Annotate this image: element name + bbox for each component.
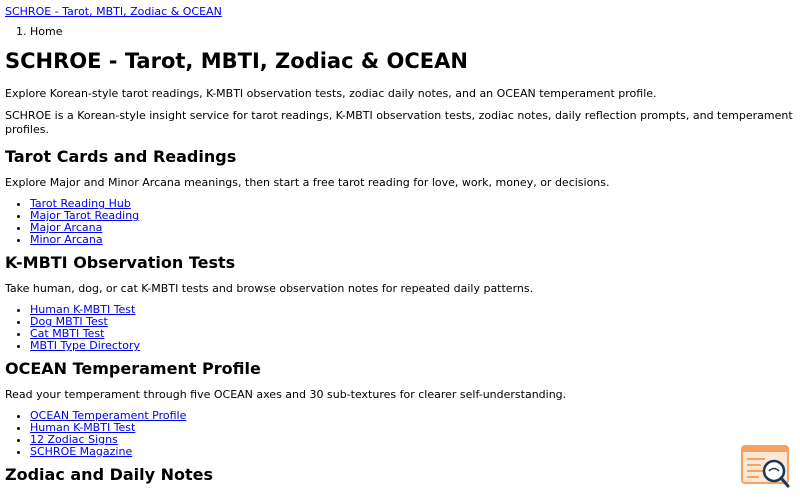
- intro-paragraph-1: Explore Korean-style tarot readings, K-MBTI observation tests, zodiac daily notes, and an OCEAN temperament profile.: [5, 87, 657, 100]
- link-cat-mbti-test[interactable]: Cat MBTI Test: [30, 327, 105, 340]
- page-title: SCHROE - Tarot, MBTI, Zodiac & OCEAN: [5, 49, 468, 73]
- link-list-tarot: [5, 198, 795, 246]
- list-item: [30, 434, 795, 446]
- breadcrumb-item-home: 1. Home: [30, 26, 795, 38]
- link-list-kmbti: [5, 304, 795, 352]
- list-item: [30, 422, 795, 434]
- link-major-tarot-reading[interactable]: Major Tarot Reading: [30, 209, 140, 222]
- list-item: [30, 198, 795, 210]
- link-list-ocean: [5, 410, 795, 458]
- section-description-tarot: Explore Major and Minor Arcana meanings, then start a free tarot reading for love, work, money, or decisions.: [5, 176, 610, 189]
- list-item: [30, 410, 795, 422]
- list-item: [30, 304, 795, 316]
- link-schroe-magazine[interactable]: SCHROE Magazine: [30, 445, 133, 458]
- link-12-zodiac-signs[interactable]: 12 Zodiac Signs: [30, 433, 118, 446]
- section-description-ocean: Read your temperament through five OCEAN axes and 30 sub-textures for clearer self-understanding.: [5, 388, 567, 401]
- section-description-kmbti: Take human, dog, or cat K-MBTI tests and browse observation notes for repeated daily patterns.: [5, 282, 534, 295]
- link-human-kmbti-test-2[interactable]: Human K-MBTI Test: [30, 421, 136, 434]
- list-item: [30, 328, 795, 340]
- link-dog-mbti-test[interactable]: Dog MBTI Test: [30, 315, 108, 328]
- section-title-ocean: OCEAN Temperament Profile: [5, 359, 261, 378]
- list-item: [30, 316, 795, 328]
- list-item: [30, 234, 795, 246]
- floating-search-widget[interactable]: [741, 445, 791, 489]
- link-ocean-temperament-profile[interactable]: OCEAN Temperament Profile: [30, 409, 187, 422]
- list-item: [30, 340, 795, 352]
- link-mbti-type-directory[interactable]: MBTI Type Directory: [30, 339, 140, 352]
- link-human-kmbti-test[interactable]: Human K-MBTI Test: [30, 303, 136, 316]
- section-title-tarot: Tarot Cards and Readings: [5, 147, 237, 166]
- site-title-link[interactable]: SCHROE - Tarot, MBTI, Zodiac & OCEAN: [5, 5, 222, 18]
- breadcrumb: [5, 26, 795, 38]
- link-tarot-reading-hub[interactable]: Tarot Reading Hub: [30, 197, 131, 210]
- intro-paragraph-2: SCHROE is a Korean-style insight service for tarot readings, K-MBTI observation tests, zodiac notes, daily reflection prompts, and temperament profiles.: [5, 109, 793, 136]
- section-title-zodiac: Zodiac and Daily Notes: [5, 465, 214, 484]
- search-document-icon: [741, 445, 791, 489]
- section-title-kmbti: K-MBTI Observation Tests: [5, 253, 236, 272]
- link-major-arcana[interactable]: Major Arcana: [30, 221, 103, 234]
- list-item: [30, 210, 795, 222]
- list-item: [30, 446, 795, 458]
- list-item: [30, 222, 795, 234]
- link-minor-arcana[interactable]: Minor Arcana: [30, 233, 103, 246]
